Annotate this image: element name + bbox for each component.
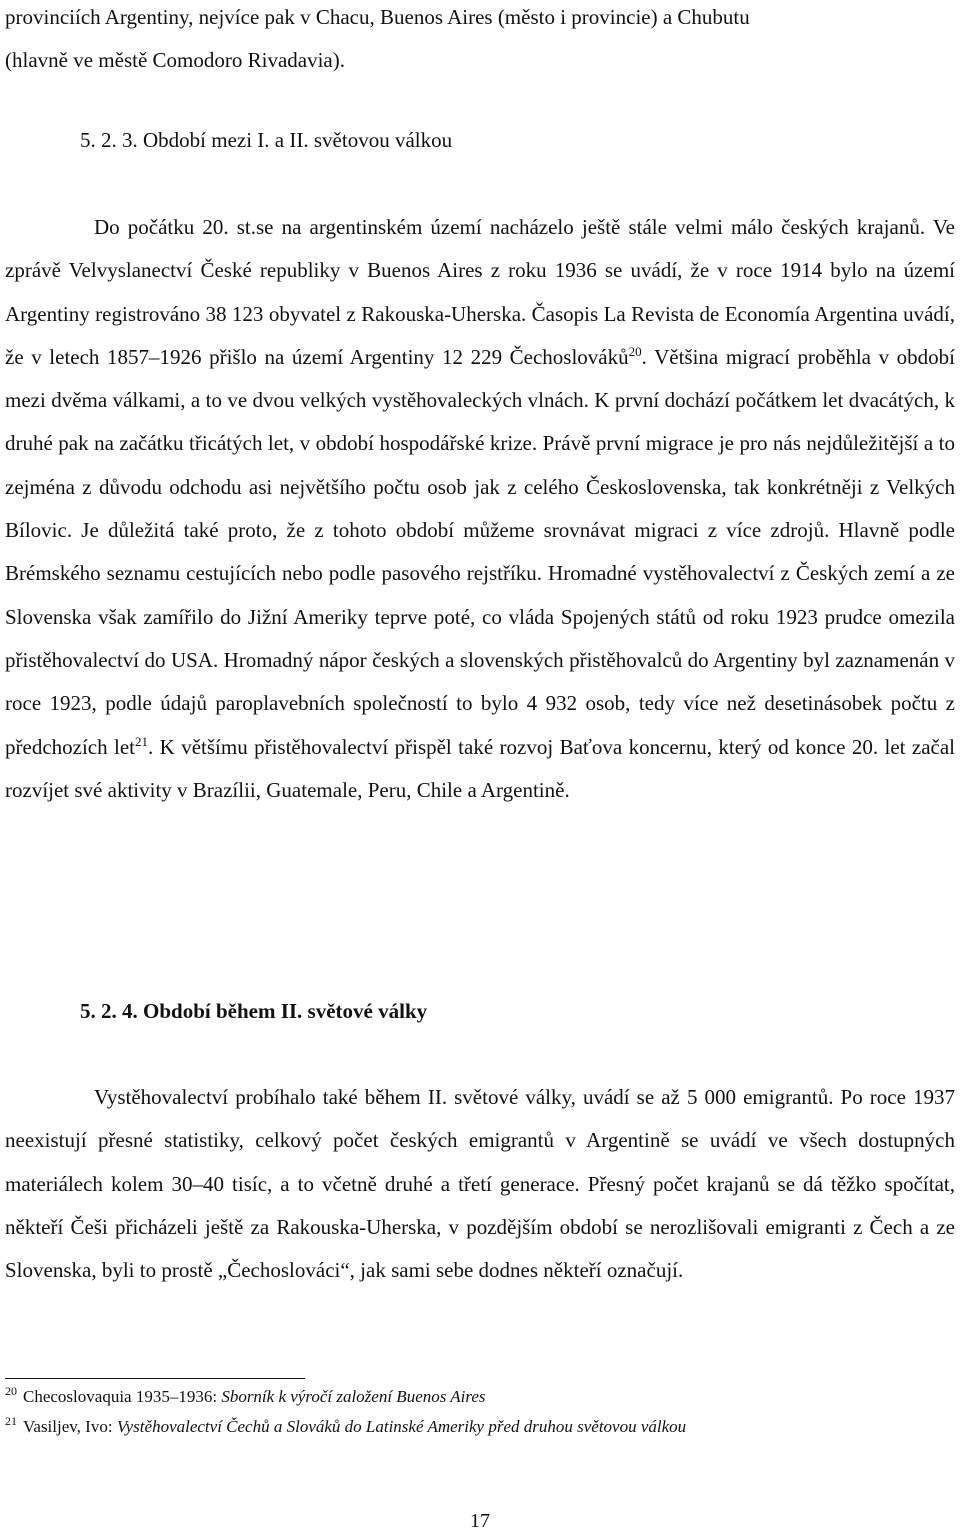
heading-suffix: světové války <box>307 999 428 1023</box>
intro-line-2: (hlavně ve městě Comodoro Rivadavia). <box>5 48 345 73</box>
section-2-paragraph: Vystěhovalectví probíhalo také během II. světové války, uvádí se až 5 000 emigrantů. Po roce 1937 neexistují přesné statistiky, celkový počet českých emigrantů v Argentině se uvádí ve všech dostupných materiálech kolem 30–40 tisíc, a to včetně druhé a třetí generace. Přesný počet krajanů se dá těžko spočítat, někteří Češi přicházeli ještě za Rakouska-Uherska, v pozdějším období se nerozlišovali emigranti z Čech a ze Slovenska, byli to prostě „Čechoslováci“, jak sami sebe dodnes někteří označují. <box>5 1085 955 1283</box>
footnote-ref-21: 21 <box>135 733 148 749</box>
intro-line-1: provinciích Argentiny, nejvíce pak v Chacu, Buenos Aires (město i provincie) a Chubutu <box>5 5 750 29</box>
section-1-text-b: . Většina migrací proběhla v období mezi dvěma válkami, a to ve dvou velkých vystěhovaleckých vlnách. K první dochází počátkem let dvacátých, k druhé pak na začátku třicátých let, v období hospodářské krize. Právě první migrace je pro nás nejdůležitější a to zejména z důvodu odchodu asi největšího počtu osob jak z celého Československa, tak konkrétněji z Velkých Bílovic. Je důležitá také proto, že z tohoto období můžeme srovnávat migraci z více zdrojů. Hlavně podle Brémského seznamu cestujících nebo podle pasového rejstříku. Hromadné vystěhovalectví z Českých zemí a ze Slovenska však zamířilo do Jižní Ameriky teprve poté, co vláda Spojených států od roku 1923 prudce omezila přistěhovalectví do USA. Hromadný nápor českých a slovenských přistěhovalců do Argentiny byl zaznamenán v roce 1923, podle údajů paroplavebních společností to bylo 4 932 osob, tedy více než desetinásobek počtu z předchozích let <box>5 344 956 759</box>
section-1-paragraph <box>5 206 955 812</box>
footnote-21 <box>5 1415 686 1439</box>
footnote-source: Checoslovaquia 1935–1936: <box>23 1387 222 1406</box>
footnote-number: 20 <box>5 1384 17 1399</box>
footnote-divider <box>5 1378 305 1379</box>
intro-paragraph <box>5 0 955 83</box>
footnote-source: Vasiljev, Ivo: <box>23 1417 117 1436</box>
section-heading-5-2-3: 5. 2. 3. Období mezi I. a II. světovou válkou <box>80 128 453 152</box>
footnote-20 <box>5 1385 486 1409</box>
footnote-number: 21 <box>5 1414 17 1429</box>
section-1-text-c: . K většímu přistěhovalectví přispěl také rozvoj Baťova koncernu, který od konce 20. let začal rozvíjet své aktivity v Brazílii, Guatemale, Peru, Chile a Argentině. <box>5 734 955 802</box>
footnote-title: Vystěhovalectví Čechů a Slováků do Latinské Ameriky před druhou světovou válkou <box>116 1417 687 1436</box>
section-heading-5-2-4 <box>80 996 427 1026</box>
section-1-text-a: Do počátku 20. st.se na argentinském území nacházelo ještě stále velmi málo českých krajanů. Ve zprávě Velvyslanectví České republiky v Buenos Aires z roku 1936 se uvádí, že v roce 1914 bylo na území Argentiny registrováno 38 123 obyvatel z Rakouska-Uherska. Časopis La Revista de Economía Argentina uvádí, že v letech 1857–1926 přišlo na území Argentiny 12 229 Čechoslováků <box>5 215 955 369</box>
footnote-ref-20: 20 <box>628 343 642 359</box>
footnote-title: Sborník k výročí založení Buenos Aires <box>221 1387 486 1406</box>
page-number: 17 <box>470 1510 490 1532</box>
heading-prefix: 5. 2. 4. Období během II. <box>80 999 303 1023</box>
